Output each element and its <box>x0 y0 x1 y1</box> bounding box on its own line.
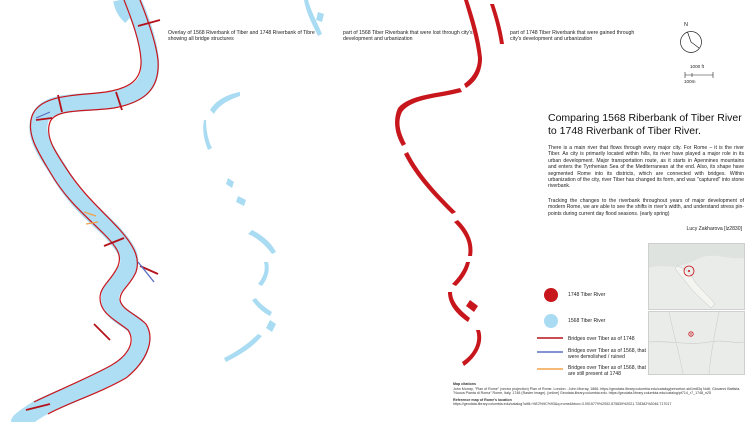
legend-swatch-bridges-demolished <box>536 349 564 355</box>
legend-label-1748: 1748 Tiber River <box>568 292 606 298</box>
legend-label-bridges-1748: Bridges over Tiber as of 1748 <box>568 336 635 342</box>
gained-fragment <box>490 4 504 44</box>
lost-fragment <box>236 196 246 206</box>
mini-map-rome <box>648 311 745 375</box>
legend-swatch-bridges-1748 <box>536 335 564 341</box>
legend-swatch-1748 <box>540 287 562 303</box>
mini-map-italy <box>648 243 745 310</box>
legend-swatch-1568 <box>540 313 562 329</box>
legend-swatch-bridges-present <box>536 366 564 372</box>
gained-fragment <box>466 300 478 312</box>
gained-fragment <box>462 330 481 366</box>
lost-fragment <box>258 262 269 286</box>
river-1568-overlay <box>20 0 150 422</box>
caption-overlay: Overlay of 1568 Riverbank of Tiber and 1748 Riverbank of Tibre showing all bridge structures <box>168 30 315 43</box>
citations-heading: Map citations <box>453 382 476 386</box>
lost-fragment <box>248 230 276 254</box>
lost-fragment <box>224 334 262 362</box>
lost-fragment <box>252 298 272 316</box>
bridge-1748 <box>94 324 110 340</box>
caption-lost: part of 1568 Tiber Riverbank that were lost through city's development and urbanization <box>343 30 473 43</box>
gained-fragment <box>448 292 470 322</box>
gained-fragment <box>395 88 462 146</box>
lost-fragment <box>316 12 324 22</box>
north-label: N <box>684 22 688 28</box>
legend-label-bridges-present: Bridges over Tiber as of 1568, that are still present at 1748 <box>568 365 646 377</box>
gained-fragment <box>454 220 472 256</box>
author-credit: Lucy Zakharova [lz2830] <box>686 226 742 232</box>
page-title: Comparing 1568 Riberbank of Tiber River to 1748 Riverbank of Tiber River. <box>548 112 742 137</box>
citations-text: John Murray. "Plan of Rome" (vector projection) Plan of Rome. London : John Murray, 1866. https://geodata.library.columbia.edu/catalog/princeton-skt1m83q Nolli, Giovanni Battista. "Nuova Pianta di Roma" Rome, Italy, 1748 (Raster Image). [online] Geodata.library.columbia.edu. https://geodata.library.columbia.edu/catalog/pt714_r7_1748_n25 <box>453 386 741 396</box>
scale-label-top: 1000 ft <box>690 64 705 69</box>
map-citations <box>453 382 745 407</box>
lost-fragment <box>266 320 276 332</box>
caption-gained: part of 1748 Tiber Riverbank that were gained through city's development and urbanization <box>510 30 635 43</box>
legend-label-1568: 1568 Tiber River <box>568 318 606 324</box>
overlay-map <box>20 0 160 422</box>
paragraph-intro: There is a main river that flows through every major city. For Rome – it is the river Tiber. As city is primarily located within hills, its river have played a major role in its urban development. Major transportation route, as it starts in Apennines mountains and enters the Tyrrhenian Sea of the Mediterranean at the end. Also, its shape have segmented Rome into its districts, which are connected with bridges. Within urbanization of the city, river Tiber has changed its form, and was "captured" into stone riverbank. <box>548 145 744 190</box>
reference-heading: Reference map of Rome's location <box>453 397 512 402</box>
gained-map <box>395 0 504 366</box>
lost-fragment <box>203 120 212 150</box>
scale-label-bottom: 100m <box>684 79 696 84</box>
north-arrow-icon <box>679 30 703 54</box>
reference-link[interactable]: https://geodata.library.columbia.edu/catalog?utf8=%E2%9C%93&q=rome&bbox=3.0915779%2052.875839%2021.728382%2046.717017 <box>453 402 672 407</box>
gained-fragment <box>464 0 482 88</box>
paragraph-tracking: Tracking the changes to the riverbank throughout years of major development of modern Rome, we are able to see the shifts in river's width, and understand stress pin-points during current day flood seasons. (early spring) <box>548 198 744 217</box>
gained-fragment <box>404 152 456 214</box>
lost-map <box>203 0 324 362</box>
lost-fragment <box>210 92 240 114</box>
lost-fragment <box>226 178 234 188</box>
gained-fragment <box>452 262 470 286</box>
legend-label-bridges-demolished: Bridges over Tiber as of 1568, that were demolished / ruined <box>568 348 646 360</box>
